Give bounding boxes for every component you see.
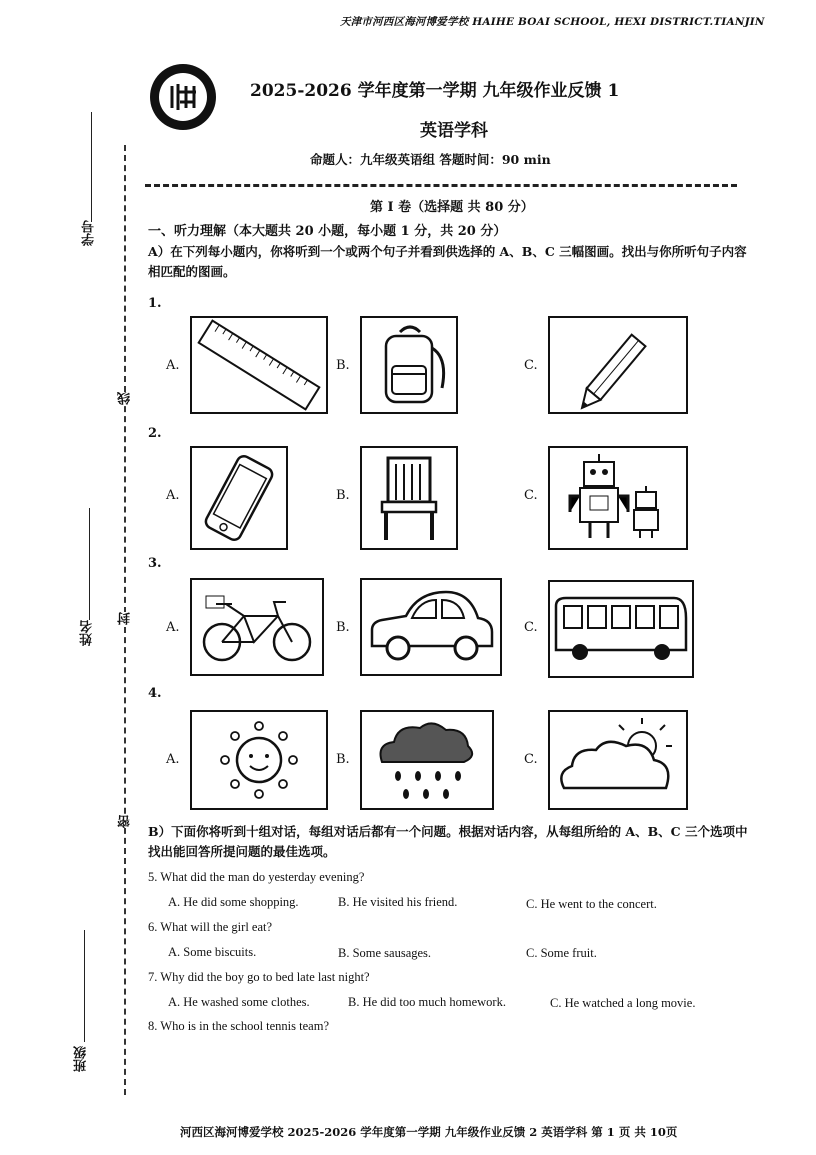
question-number: 2. xyxy=(148,426,162,441)
cloudy-icon xyxy=(548,710,688,810)
option-label: C. xyxy=(524,620,538,635)
binding-line-char: 线 xyxy=(118,392,133,405)
class-label: 班级 xyxy=(74,1046,89,1072)
exam-meta: 命题人：九年级英语组 答题时间：90 min xyxy=(310,152,551,167)
pencil-icon xyxy=(548,316,688,414)
school-logo xyxy=(148,62,218,132)
school-header-line: 天津市河西区海河博爱学校 HAIHE BOAI SCHOOL, HEXI DISTRICT.TIANJIN xyxy=(340,16,765,28)
student-no-label: 学号 xyxy=(82,220,97,246)
volume-title: 第 I 卷（选择题 共 80 分） xyxy=(370,200,534,215)
page-title: 2025-2026 学年度第一学期 九年级作业反馈 1 xyxy=(250,81,620,101)
option-label: C. xyxy=(524,752,538,767)
car-icon xyxy=(360,578,502,676)
answer-option-c: C. He went to the concert. xyxy=(526,897,657,911)
option-label: A. xyxy=(166,752,180,767)
ruler-icon xyxy=(190,316,328,414)
option-label: B. xyxy=(336,488,350,503)
question-text: 5. What did the man do yesterday evening? xyxy=(148,870,365,884)
binding-seal-char-2: 密 xyxy=(118,815,133,828)
option-label: B. xyxy=(336,358,350,373)
option-label: A. xyxy=(166,488,180,503)
student-no-line xyxy=(91,112,92,222)
answer-option-a: A. He washed some clothes. xyxy=(168,995,310,1009)
section-heading: 一、听力理解（本大题共 20 小题，每小题 1 分，共 20 分） xyxy=(148,224,507,239)
option-label: A. xyxy=(166,358,180,373)
question-text: 8. Who is in the school tennis team? xyxy=(148,1019,329,1033)
answer-option-b: B. Some sausages. xyxy=(338,946,432,960)
part-b-instructions: B）下面你将听到十组对话，每组对话后都有一个问题。根据对话内容，从每组所给的 A、B、C 三个选项中找出能回答所提问题的最佳选项。 xyxy=(148,824,748,859)
sun-icon xyxy=(190,710,328,810)
binding-seal-char: 封 xyxy=(118,612,133,625)
chair-icon xyxy=(360,446,458,550)
question-number: 1. xyxy=(148,296,162,311)
part-a-instructions: A）在下列每小题内，你将听到一个或两个句子并看到供选择的 A、B、C 三幅图画。找出与你所听句子内容相匹配的图画。 xyxy=(148,244,747,279)
option-label: B. xyxy=(336,752,350,767)
answer-option-a: A. He did some shopping. xyxy=(168,895,299,909)
question-text: 6. What will the girl eat? xyxy=(148,920,273,934)
bicycle-icon xyxy=(190,578,324,676)
answer-option-c: C. Some fruit. xyxy=(526,946,597,960)
question-number: 4. xyxy=(148,686,162,701)
name-line xyxy=(89,508,90,620)
header-divider xyxy=(145,184,737,187)
option-label: A. xyxy=(166,620,180,635)
answer-option-b: B. He visited his friend. xyxy=(338,895,458,909)
class-line xyxy=(84,930,85,1042)
subject-title: 英语学科 xyxy=(420,121,488,141)
backpack-icon xyxy=(360,316,458,414)
option-label: C. xyxy=(524,358,538,373)
answer-option-b: B. He did too much homework. xyxy=(348,995,506,1009)
rain-icon xyxy=(360,710,494,810)
phone-icon xyxy=(190,446,288,550)
question-text: 7. Why did the boy go to bed late last night? xyxy=(148,970,370,984)
question-number: 3. xyxy=(148,556,162,571)
robot-icon xyxy=(548,446,688,550)
option-label: B. xyxy=(336,620,350,635)
answer-option-a: A. Some biscuits. xyxy=(168,945,257,959)
option-label: C. xyxy=(524,488,538,503)
name-label: 姓名 xyxy=(80,620,95,646)
page-footer: 河西区海河博爱学校 2025-2026 学年度第一学期 九年级作业反馈 2 英语学科 第 1 页 共 10页 xyxy=(180,1125,678,1139)
bus-icon xyxy=(548,580,694,678)
answer-option-c: C. He watched a long movie. xyxy=(550,996,696,1010)
